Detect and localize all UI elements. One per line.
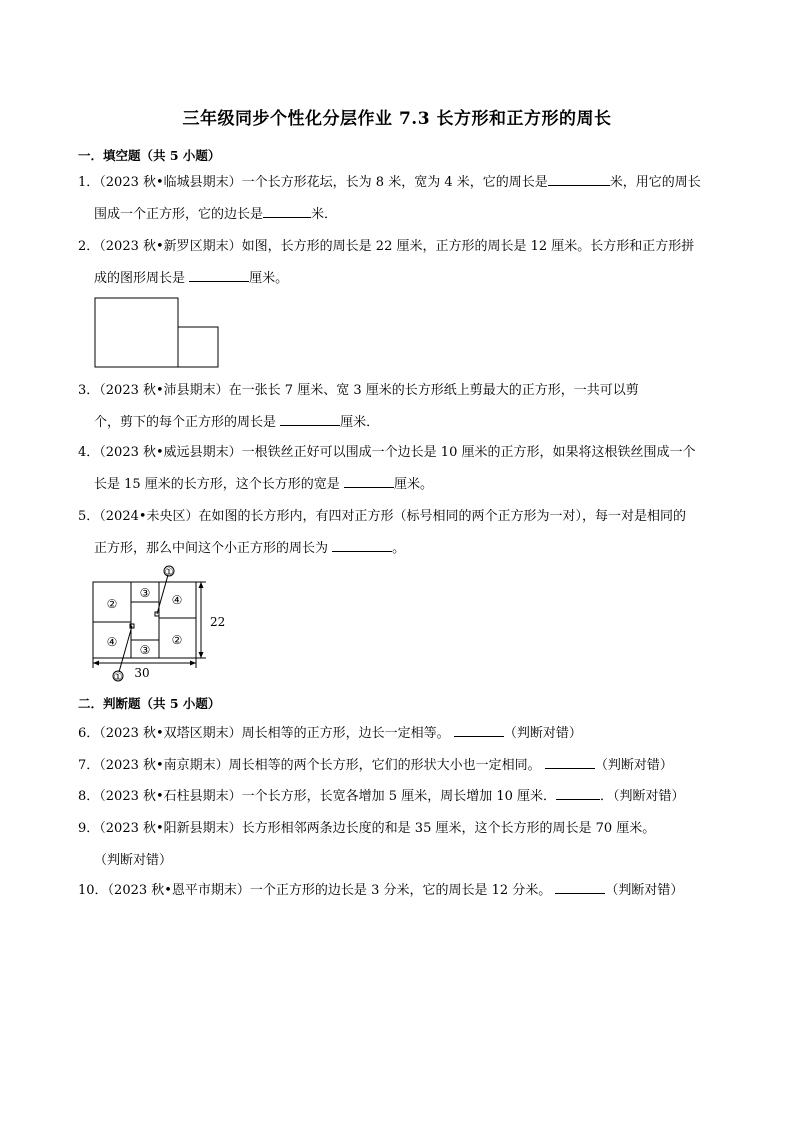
question-number: 2． [78,239,100,254]
question-number: 10． [78,883,108,898]
question-text: 厘米． [340,415,380,430]
question-text: （2023 秋•临城县期末）一个长方形花坛，长为 8 米，宽为 4 米，它的周长是 [99,175,548,190]
answer-blank[interactable] [263,203,311,218]
rectangle-square-figure [94,297,222,369]
question-text: （2023 秋•石柱县期末）一个长方形，长宽各增加 5 厘米，周长增加 10 厘米． [99,789,557,804]
rectangle-shape [95,298,178,367]
question-suffix: （判断对错） [503,726,582,741]
question-number: 1． [78,175,100,190]
question-10 [78,875,718,907]
answer-blank[interactable] [548,171,610,186]
question-suffix: （判断对错） [94,853,173,868]
question-3 [78,375,718,439]
label-four: ④ [106,635,118,649]
answer-blank[interactable] [545,754,595,769]
question-suffix: （判断对错） [605,883,684,898]
square-shape [178,327,218,367]
answer-blank[interactable] [332,537,392,552]
section-fill-in: 一．填空题（共 5 小题） [78,148,221,163]
question-6 [78,718,718,750]
question-suffix: ．（判断对错） [600,789,685,804]
question-5 [78,501,718,565]
question-number: 3． [78,383,100,398]
question-text: （2024•未央区）在如图的长方形内，有四对正方形（标号相同的两个正方形为一对），每一对是相同的 [99,509,687,524]
question-text: 成的图形周长是 [94,271,190,286]
question-7 [78,750,718,782]
question-2 [78,231,718,295]
question-text: 围成一个正方形，它的边长是 [94,207,264,222]
question-text: 正方形，那么中间这个小正方形的周长为 [94,541,333,556]
height-label: 22 [210,615,226,629]
label-one: ① [164,567,174,578]
question-text: （2023 秋•新罗区期末）如图，长方形的周长是 22 厘米，正方形的周长是 12 厘米。长方形和正方形拼 [99,239,695,254]
question-number: 5． [78,509,100,524]
question-text: 长是 15 厘米的长方形，这个长方形的宽是 [94,477,344,492]
question-text: （2023 秋•恩平市期末）一个正方形的边长是 3 分米，它的周长是 12 分米。 [107,883,556,898]
question-8 [78,781,718,813]
answer-blank[interactable] [555,879,605,894]
question-text: 厘米。 [249,271,289,286]
question-text: （2023 秋•威远县期末）一根铁丝正好可以围成一个边长是 10 厘米的正方形，如果将这根铁丝围成一个 [99,445,696,460]
question-text: （2023 秋•沛县期末）在一张长 7 厘米、宽 3 厘米的长方形纸上剪最大的正方形，一共可以剪 [99,383,639,398]
question-4 [78,437,718,501]
label-four: ④ [171,593,183,607]
page-title: 三年级同步个性化分层作业 7.3 长方形和正方形的周长 [182,109,612,129]
answer-blank[interactable] [280,411,340,426]
answer-blank[interactable] [344,473,394,488]
label-one: ① [113,672,123,683]
answer-blank[interactable] [189,267,249,282]
answer-blank[interactable] [556,785,600,800]
question-text: 。 [392,541,406,556]
label-three: ③ [139,586,151,600]
question-text: （2023 秋•阳新县期末）长方形相邻两条边长度的和是 35 厘米，这个长方形的周长是 70 厘米。 [99,821,656,836]
question-text: 个，剪下的每个正方形的周长是 [94,415,281,430]
question-number: 4． [78,445,100,460]
question-text: （2023 秋•南京期末）周长相等的两个长方形，它们的形状大小也一定相同。 [99,758,545,773]
question-number: 7． [78,758,100,773]
question-number: 8． [78,789,100,804]
question-9 [78,813,718,877]
label-three: ③ [139,643,151,657]
answer-blank[interactable] [454,722,504,737]
question-text: 米，用它的周长 [609,175,701,190]
question-text: 米． [311,207,338,222]
label-two: ② [106,597,118,611]
question-number: 9． [78,821,100,836]
question-text: （2023 秋•双塔区期末）周长相等的正方形，边长一定相等。 [99,726,454,741]
label-two: ② [171,633,183,647]
section-judge: 二．判断题（共 5 小题） [78,696,221,711]
square-pairs-figure [88,562,228,686]
question-suffix: （判断对错） [594,758,673,773]
question-number: 6． [78,726,100,741]
width-label: 30 [134,666,150,680]
question-text: 厘米。 [393,477,433,492]
question-1 [78,167,718,231]
